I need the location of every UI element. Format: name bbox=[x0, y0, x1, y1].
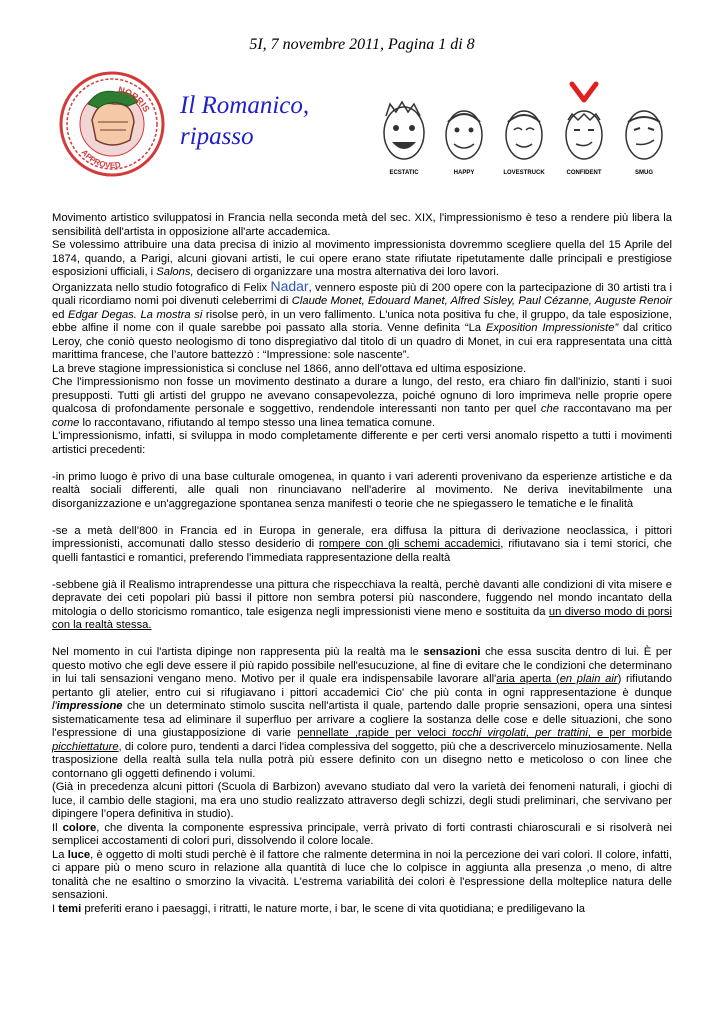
body-text bbox=[52, 212, 672, 916]
paragraph: L'impressionismo, infatti, si sviluppa in modo completamente differente e per certi versi anomalo rispetto a tutti i movimenti artistici precedenti: bbox=[52, 430, 672, 456]
nadar-link[interactable]: Nadar bbox=[270, 277, 309, 294]
paragraph: -in primo luogo è privo di una base culturale omogenea, in quanto i vari aderenti provenivano da esperienze artistiche e da realtà sociali differenti, alle quali non rinunciavano nell'aderire al movimento. Ne deriva inevitabilmente una disorganizzazione e un'aggregazione spontanea senza manifesti o teorie che ne spiegassero le tematiche e le finalità bbox=[52, 470, 672, 510]
face-label-lovestruck: LOVESTRUCK bbox=[503, 170, 545, 176]
paragraph: Organizzata nello studio fotografico di Felix Nadar, vennero esposte più di 200 opere con la partecipazione di 30 artisti tra i quali ricordiamo nomi poi divenuti celeberrimi di Claude Monet, Edouard Manet, Alfred Sisley, Paul Cézanne, Auguste Renoir ed Edgar Degas. La mostra si risolse però, in un vero fallimento. L'unica nota positiva fu che, il gruppo, da tale esposizione, ebbe alfine il nome con il quale sarebbe poi passato alla storia. Venne definita “La Exposition Impressioniste” dal critico Leroy, che coniò questo neologismo di tono dispregiativo dal titolo di un quadro di Monet, in cui era rappresentata una città marittima francese, che l’autore battezzò : “Impressione: sole nascente”. bbox=[52, 277, 672, 361]
page-header: 5I, 7 novembre 2011, Pagina 1 di 8 bbox=[249, 36, 475, 53]
paragraph: Il colore, che diventa la componente espressiva principale, verrà privato di forti contrasti chiaroscurali e si risolverà nei semplicei accostamenti di colori puri, dissolvendo il colore locale. bbox=[52, 821, 673, 847]
paragraph: La luce, è oggetto di molti studi perchè è il fattore che ralmente determina in noi la percezione dei vari colori. Il colore, infatti, ci appare più o meno scuro in relazione alla quantità di luce che lo colpisce in aggiunta alla presenza ,o meno, di altre tonalità che ne esaltino o smorzino la vivacità. L'estrema variabilità dei colori è l'espressione della molteplice natura delle sensazioni. bbox=[52, 848, 672, 901]
paragraph: I temi preferiti erano i paesaggi, i ritratti, le nature morte, i bar, le scene di vita quotidiana; e prediligevano la bbox=[52, 902, 585, 915]
face-ecstatic bbox=[384, 102, 424, 176]
paragraph: La breve stagione impressionistica si concluse nel 1866, anno dell'ottava ed ultima esposizione. bbox=[52, 362, 527, 375]
paragraph: Se volessimo attribuire una data precisa di inizio al movimento impressionista dovremmo scegliere quella del 15 Aprile del 1874, quando, a Parigi, alcuni giovani artisti, le cui opere erano state rifiutate ripetutamente dalle principali e prestigiose esposizioni ufficiali, i Salons, decisero di organizzare una mostra alternativa dei loro lavori. bbox=[52, 239, 672, 278]
emotion-faces-strip bbox=[376, 78, 676, 178]
face-happy bbox=[446, 111, 482, 176]
paragraph: Movimento artistico sviluppatosi in Francia nella seconda metà del sec. XIX, l'impressionismo è teso a rendere più libera la sensibilità dell'artista in opposizione all'arte accademica. bbox=[52, 212, 672, 238]
red-arrow-icon bbox=[572, 84, 596, 100]
face-label-happy: HAPPY bbox=[453, 170, 475, 176]
paragraph: Che l'impressionismo non fosse un movimento destinato a durare a lungo, del resto, era chiaro fin dall'inizio, stanti i suoi presupposti. Tutti gli artisti del gruppo ne avevano consapevolezza, poiché ognuno di loro imprimeva nelle proprie opere qualcosa di profondamente personale e soggettivo, rendendole interessanti non tanto per quel che raccontavano ma per come lo raccontavano, rifiutando al tempo stesso una linea tematica comune. bbox=[52, 376, 672, 429]
norris-approved-seal bbox=[58, 70, 166, 178]
paragraph: Nel momento in cui l'artista dipinge non rappresenta più la realtà ma le sensazioni che essa suscita dentro di lui. È per questo motivo che egli deve essere il più rapido possibile nell'esucuzione, al fine di evitare che le condizioni che determinano in lui tali sensazioni vengano meno. Motivo per il quale era indispensabile lavorare all'aria aperta (en plain air) rifiutando pertanto gli atelier, entro cui si rifugiavano i pittori accademici Cio' che più conta in ogni rappresentazione è dunque l'impressione che un determinato stimolo suscita nell'artista il quale, partendo dalle proprie sensazioni, opera una sintesi sistematicamente tesa ad eliminare il superfluo per arrivare a cogliere la sostanza delle cose e delle situazioni, che sono l'espressione di una giustapposizione di varie pennellate ,rapide per veloci tocchi virgolati, per trattini, e per morbide picchiettature, di colore puro, tendenti a darci l'idea complessiva del soggetto, più che a descrivercelo minuziosamente. Nella trasposizione della realtà sulla tela nulla potrà più essere definito con un disegno netto e meticoloso o con linee che contornano gli oggetti definendo i volumi. bbox=[52, 646, 673, 780]
paragraph: (Già in precedenza alcuni pittori (Scuola di Barbizon) avevano studiato dal vero la varietà dei fenomeni naturali, i giochi di luce, il cambio delle stagioni, ma era uno studio realizzato attraverso degli schizzi, degli studi preliminari, che servivano per dipingere l’opera definitiva in studio). bbox=[52, 781, 672, 820]
seal-top-text: NORRIS bbox=[117, 84, 152, 114]
face-label-confident: CONFIDENT bbox=[566, 170, 602, 176]
title-line-2: ripasso bbox=[180, 123, 254, 150]
face-smug bbox=[626, 111, 662, 176]
face-label-smug: SMUG bbox=[635, 170, 653, 176]
face-confident bbox=[566, 111, 602, 176]
title-line-1: Il Romanico, bbox=[180, 92, 310, 119]
page-title bbox=[180, 90, 309, 152]
face-lovestruck bbox=[503, 111, 545, 176]
face-label-ecstatic: ECSTATIC bbox=[389, 170, 419, 176]
paragraph: -se a metà dell’800 in Francia ed in Europa in generale, era diffusa la pittura di derivazione neoclassica, i pittori impressionisti, accomunati dallo stesso desiderio di rompere con gli schemi accademici, rifiutavano sia i temi storici, che quelli fantastici e romantici, preferendo l'immediata rappresentazione della realtà bbox=[52, 524, 673, 564]
seal-bottom-text: APPROVED bbox=[79, 147, 122, 171]
paragraph: -sebbene già il Realismo intraprendesse una pittura che rispecchiava la realtà, perchè davanti alle condizioni di vita misere e depravate dei ceti popolari più bassi il pittore non sembra potersi più nascondere, fuggendo nel mondo incantato della mitologia o dello storicismo romantico, tale esigenza negli impressionisti viene meno e sostituita da un diverso modo di porsi con la realtà stessa. bbox=[52, 578, 672, 631]
